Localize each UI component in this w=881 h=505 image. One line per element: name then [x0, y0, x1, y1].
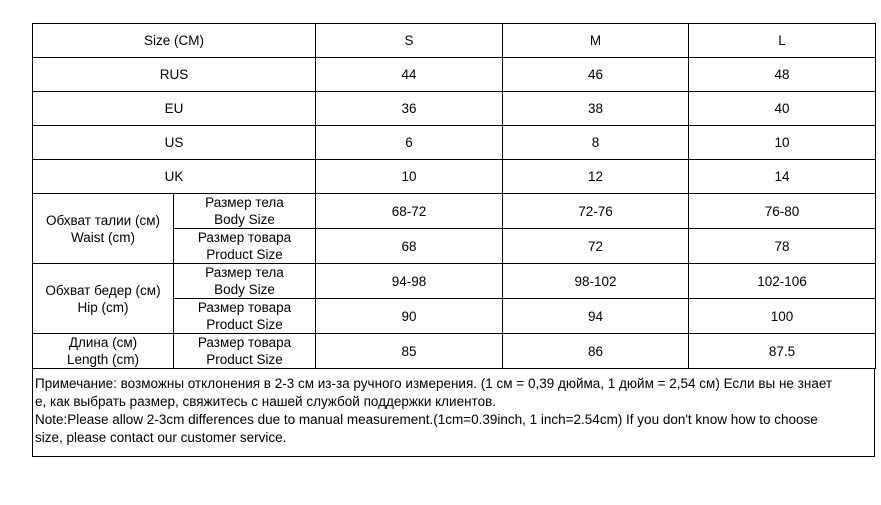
hip-label-ru: Обхват бедер (см) [45, 282, 161, 298]
product-size-label-ru: Размер товара [197, 335, 292, 350]
body-size-label-en: Body Size [214, 212, 275, 227]
cell-rus-l: 48 [689, 58, 876, 92]
waist-label-en: Waist (cm) [71, 229, 135, 245]
product-size-label-ru: Размер товара [197, 230, 292, 245]
body-size-label-ru: Размер тела [205, 195, 284, 210]
table-row-waist-body [33, 194, 876, 229]
note-ru-line-1: Примечание: возможны отклонения в 2-3 см из-за ручного измерения. (1 см = 0,39 дюйма, 1 дюйм = 2,54 см) Если вы не знает [35, 376, 833, 391]
product-size-label-en: Product Size [206, 247, 283, 262]
product-size-label-en: Product Size [206, 317, 283, 332]
cell-hip-body-m: 98-102 [503, 264, 689, 299]
note-box [32, 369, 875, 457]
cell-waist-body-l: 76-80 [689, 194, 876, 229]
row-label-rus: RUS [33, 58, 316, 92]
cell-waist-product-s: 68 [316, 229, 503, 264]
note-ru-line-2: е, как выбрать размер, свяжитесь с нашей службой поддержки клиентов. [35, 394, 497, 409]
row-label-eu: EU [33, 92, 316, 126]
waist-label [33, 194, 174, 264]
cell-hip-body-l: 102-106 [689, 264, 876, 299]
table-row-length [33, 334, 876, 369]
cell-us-s: 6 [316, 126, 503, 160]
size-table [32, 23, 876, 369]
size-chart [32, 23, 875, 457]
row-label-uk: UK [33, 160, 316, 194]
table-row-rus [33, 58, 876, 92]
product-size-label-ru: Размер товара [197, 300, 292, 315]
table-row-hip-body [33, 264, 876, 299]
waist-label-ru: Обхват талии (см) [46, 212, 160, 228]
header-row [33, 24, 876, 58]
length-label-en: Length (cm) [66, 352, 140, 367]
cell-waist-product-l: 78 [689, 229, 876, 264]
note-en-line-1: Note:Please allow 2-3cm differences due to manual measurement.(1cm=0.39inch, 1 inch=2.54cm) If you don't know how to choose [35, 412, 818, 427]
length-label-ru: Длина (см) [68, 335, 138, 350]
table-row-us [33, 126, 876, 160]
cell-length-s: 85 [316, 334, 503, 369]
cell-uk-m: 12 [503, 160, 689, 194]
cell-rus-m: 46 [503, 58, 689, 92]
hip-product-size-label [174, 299, 316, 334]
cell-us-m: 8 [503, 126, 689, 160]
cell-length-m: 86 [503, 334, 689, 369]
cell-uk-s: 10 [316, 160, 503, 194]
hip-label [33, 264, 174, 334]
cell-eu-l: 40 [689, 92, 876, 126]
table-row-eu [33, 92, 876, 126]
product-size-label-en: Product Size [206, 352, 283, 367]
cell-eu-s: 36 [316, 92, 503, 126]
cell-length-l: 87.5 [689, 334, 876, 369]
cell-waist-body-s: 68-72 [316, 194, 503, 229]
waist-product-size-label [174, 229, 316, 264]
table-row-uk [33, 160, 876, 194]
size-header-l: L [689, 24, 876, 58]
cell-hip-product-m: 94 [503, 299, 689, 334]
cell-waist-body-m: 72-76 [503, 194, 689, 229]
cell-hip-product-l: 100 [689, 299, 876, 334]
cell-rus-s: 44 [316, 58, 503, 92]
size-header-s: S [316, 24, 503, 58]
body-size-label-en: Body Size [214, 282, 275, 297]
hip-body-size-label [174, 264, 316, 299]
cell-eu-m: 38 [503, 92, 689, 126]
body-size-label-ru: Размер тела [205, 265, 284, 280]
size-header-label: Size (CM) [33, 24, 316, 58]
length-product-size-label [174, 334, 316, 369]
length-label [33, 334, 174, 369]
cell-waist-product-m: 72 [503, 229, 689, 264]
hip-label-en: Hip (cm) [77, 299, 129, 315]
row-label-us: US [33, 126, 316, 160]
size-header-m: M [503, 24, 689, 58]
cell-hip-product-s: 90 [316, 299, 503, 334]
waist-body-size-label [174, 194, 316, 229]
cell-us-l: 10 [689, 126, 876, 160]
note-en-line-2: size, please contact our customer service. [35, 430, 287, 445]
cell-uk-l: 14 [689, 160, 876, 194]
cell-hip-body-s: 94-98 [316, 264, 503, 299]
